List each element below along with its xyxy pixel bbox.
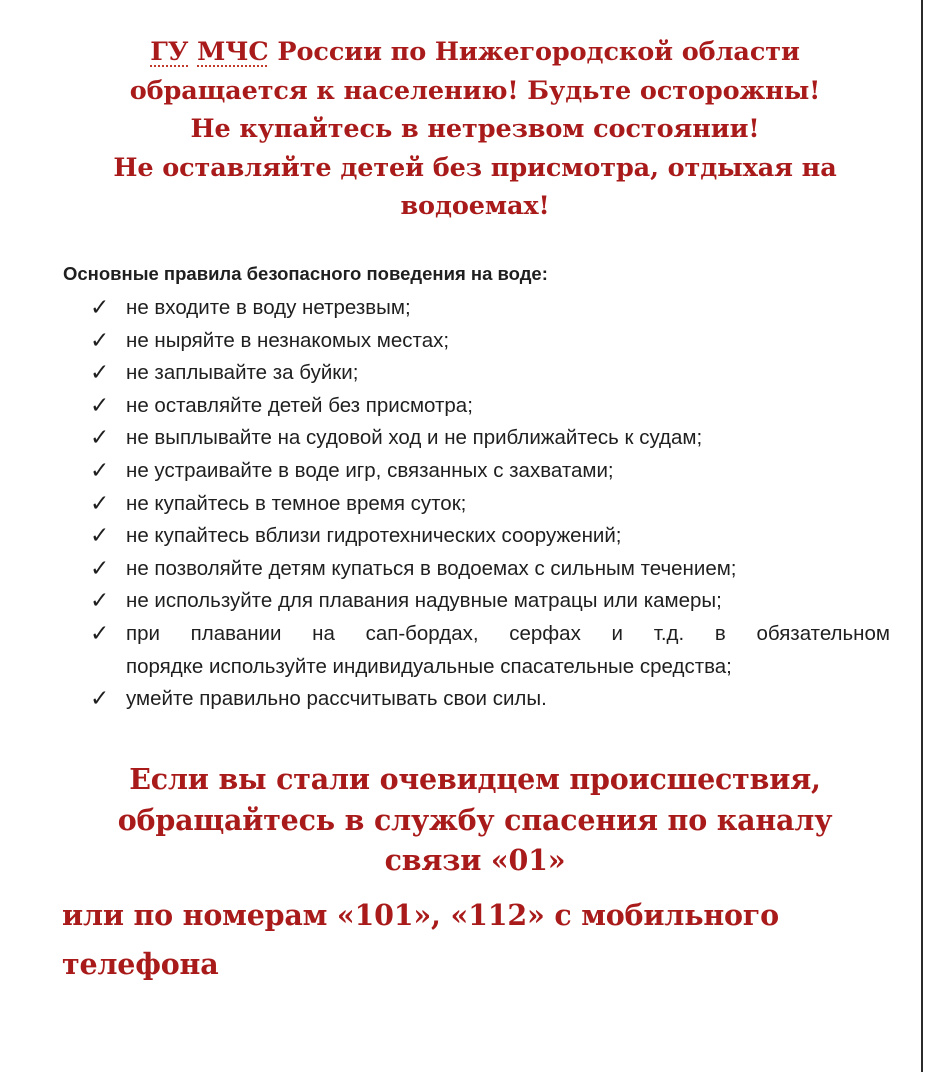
page-border-divider: [921, 0, 923, 1072]
emergency-notice: [60, 759, 890, 881]
rule-item: [90, 422, 890, 455]
checkmark-icon: ✓: [90, 555, 110, 582]
heading-line-1-rest: России по Нижегородской области: [268, 37, 800, 67]
rule-item: [90, 585, 890, 618]
emergency-line-4: или по номерам «101», «112» с мобильного: [62, 898, 779, 932]
checkmark-icon: ✓: [90, 392, 110, 419]
rule-item: [90, 357, 890, 390]
checkmark-icon: ✓: [90, 425, 110, 452]
checkmark-icon: ✓: [90, 360, 110, 387]
checkmark-icon: ✓: [90, 523, 110, 550]
rule-text-line-1: при плавании на сап-бордах, серфах и т.д. в обязательном: [126, 621, 890, 645]
checkmark-icon: ✓: [90, 327, 110, 354]
rule-text: не устраивайте в воде игр, связанных с захватами;: [126, 458, 614, 482]
rule-item: [90, 292, 890, 325]
heading-line-5: водоемах!: [400, 191, 550, 221]
checkmark-icon: ✓: [90, 295, 110, 321]
rule-item: [90, 618, 890, 683]
rule-text: не заплывайте за буйки;: [126, 361, 359, 385]
checkmark-icon: ✓: [90, 588, 110, 615]
emergency-line-2: обращайтесь в службу спасения по каналу: [117, 802, 833, 837]
appeal-heading: [60, 33, 890, 226]
rule-text: не купайтесь вблизи гидротехнических сооружений;: [126, 524, 622, 548]
rule-text: [126, 618, 890, 683]
rule-text: не входите в воду нетрезвым;: [126, 296, 411, 319]
rule-item: [90, 455, 890, 488]
rule-item: [90, 683, 890, 716]
heading-line-1: [60, 33, 890, 72]
checkmark-icon: ✓: [90, 686, 110, 713]
org-abbr-gu: ГУ: [150, 37, 189, 67]
rule-text: не используйте для плавания надувные матрацы или камеры;: [126, 589, 722, 613]
rule-item: [90, 553, 890, 586]
emergency-phone-notice: [62, 891, 882, 989]
emergency-line-1: Если вы стали очевидцем происшествия,: [129, 762, 821, 796]
heading-line-4: Не оставляйте детей без присмотра, отдыхая на: [113, 152, 837, 183]
org-abbr-mchs: МЧС: [197, 37, 269, 67]
heading-line-2: обращается к населению! Будьте осторожны!: [129, 75, 821, 106]
checkmark-icon: ✓: [90, 490, 110, 517]
rule-text: не ныряйте в незнакомых местах;: [126, 328, 450, 352]
rule-item: [90, 325, 890, 358]
rule-text-line-2: порядке используйте индивидуальные спасательные средства;: [126, 654, 732, 678]
rule-text: не купайтесь в темное время суток;: [126, 491, 467, 515]
rules-title: Основные правила безопасного поведения на воде:: [63, 263, 548, 284]
rule-text: не оставляйте детей без присмотра;: [126, 393, 473, 417]
rule-text: не позволяйте детям купаться в водоемах с сильным течением;: [126, 556, 737, 580]
emergency-line-3: связи «01»: [384, 843, 566, 877]
rule-text: умейте правильно рассчитывать свои силы.: [126, 687, 547, 711]
rule-text: не выплывайте на судовой ход и не приближайтесь к судам;: [126, 426, 703, 450]
rule-item: [90, 390, 890, 423]
rule-item: [90, 488, 890, 521]
heading-line-3: Не купайтесь в нетрезвом состоянии!: [190, 114, 760, 144]
rule-item: [90, 520, 890, 553]
checkmark-icon: ✓: [90, 620, 110, 647]
emergency-line-5: телефона: [62, 947, 219, 981]
rules-list: [90, 292, 890, 716]
checkmark-icon: ✓: [90, 457, 110, 484]
